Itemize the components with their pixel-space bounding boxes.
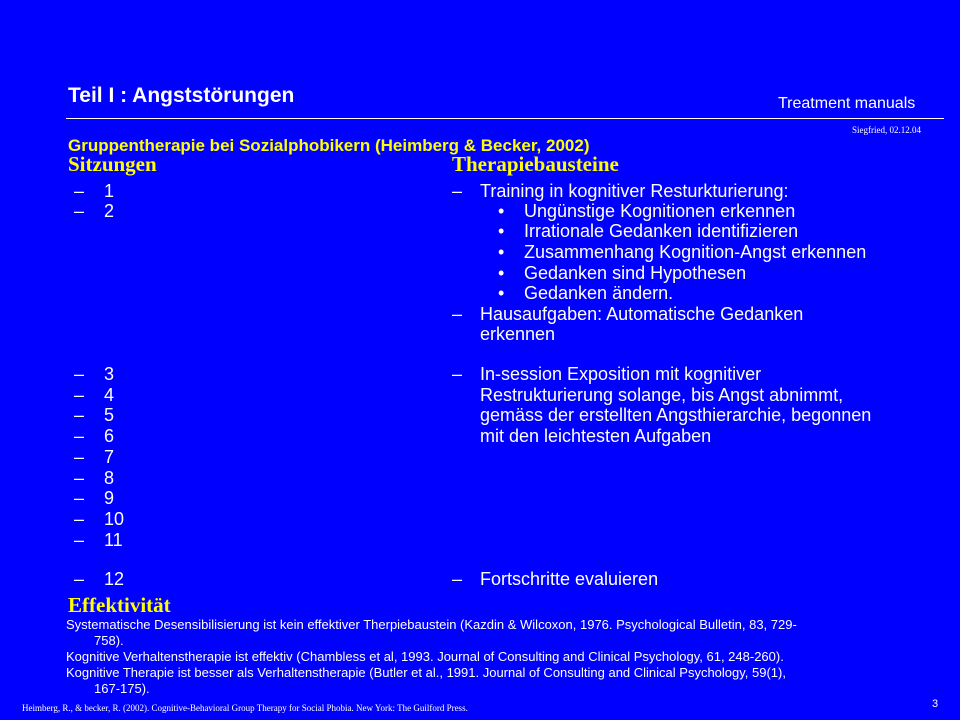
effectiveness-line: Kognitive Verhaltenstherapie ist effektiv (Chambless et al, 1993. Journal of Consulting and Clinical Psychology, 61, 248-260). — [66, 649, 784, 664]
footer-reference: Heimberg, R., & becker, R. (2002). Cognitive-Behavioral Group Therapy for Social Phobia. New York: The Guilford Press. — [22, 703, 468, 713]
dash: – — [74, 364, 85, 384]
subitem-text: Ungünstige Kognitionen erkennen — [524, 201, 796, 221]
subitem-text: Gedanken sind Hypothesen — [524, 263, 747, 283]
page-number: 3 — [932, 698, 939, 710]
dash: – — [74, 181, 85, 201]
title-divider — [66, 118, 944, 119]
slide-title: Teil I : Angststörungen — [68, 84, 295, 107]
module-text: gemäss der erstellten Angsthierarchie, begonnen — [480, 405, 872, 425]
session-number: 8 — [104, 468, 115, 488]
session-number: 9 — [104, 488, 115, 508]
bullet: • — [498, 221, 505, 241]
module-text: In-session Exposition mit kognitiver — [480, 364, 762, 384]
session-number: 11 — [104, 530, 123, 550]
session-number: 3 — [104, 364, 115, 384]
effectiveness-line: 167-175). — [94, 681, 150, 696]
dash: – — [74, 405, 85, 425]
dash: – — [452, 569, 463, 589]
dash: – — [452, 364, 463, 384]
session-number: 6 — [104, 426, 115, 446]
dash: – — [452, 304, 463, 324]
session-number: 4 — [104, 385, 115, 405]
dash: – — [74, 488, 85, 508]
dash: – — [74, 468, 85, 488]
bullet: • — [498, 242, 505, 262]
session-number: 10 — [104, 509, 125, 529]
subitem-text: Irrationale Gedanken identifizieren — [524, 221, 799, 241]
bullet: • — [498, 201, 505, 221]
author-date: Siegfried, 02.12.04 — [852, 125, 921, 135]
module-text: mit den leichtesten Aufgaben — [480, 426, 712, 446]
dash: – — [74, 426, 85, 446]
session-number: 12 — [104, 569, 125, 589]
dash: – — [74, 201, 85, 221]
effectiveness-heading: Effektivität — [68, 593, 171, 617]
dash: – — [74, 569, 85, 589]
session-number: 7 — [104, 447, 115, 467]
dash: – — [74, 385, 85, 405]
dash: – — [74, 509, 85, 529]
module-text: Hausaufgaben: Automatische Gedanken — [480, 304, 804, 324]
module-text: erkennen — [480, 324, 556, 344]
module-text: Training in kognitiver Resturkturierung: — [480, 181, 789, 201]
dash: – — [74, 530, 85, 550]
session-number: 5 — [104, 405, 115, 425]
bullet: • — [498, 283, 505, 303]
effectiveness-line: Kognitive Therapie ist besser als Verhaltenstherapie (Butler et al., 1991. Journal of Consulting and Clinical Psychology, 59(1), — [66, 665, 786, 680]
dash: – — [452, 181, 463, 201]
session-number: 2 — [104, 201, 115, 221]
effectiveness-line: Systematische Desensibilisierung ist kein effektiver Therpiebaustein (Kazdin & Wilcoxon, 1976. Psychological Bulletin, 83, 729- — [66, 617, 797, 632]
dash: – — [74, 447, 85, 467]
sessions-heading: Sitzungen — [68, 152, 157, 176]
session-number: 1 — [104, 181, 115, 201]
module-text: Fortschritte evaluieren — [480, 569, 659, 589]
slide-subtitle: Gruppentherapie bei Sozialphobikern (Heimberg & Becker, 2002) — [68, 136, 590, 155]
module-text: Restrukturierung solange, bis Angst abnimmt, — [480, 385, 844, 405]
modules-heading: Therapiebausteine — [452, 152, 619, 176]
subitem-text: Zusammenhang Kognition-Angst erkennen — [524, 242, 867, 262]
topic-label: Treatment manuals — [778, 95, 916, 112]
bullet: • — [498, 263, 505, 283]
subitem-text: Gedanken ändern. — [524, 283, 674, 303]
effectiveness-line: 758). — [94, 633, 124, 648]
